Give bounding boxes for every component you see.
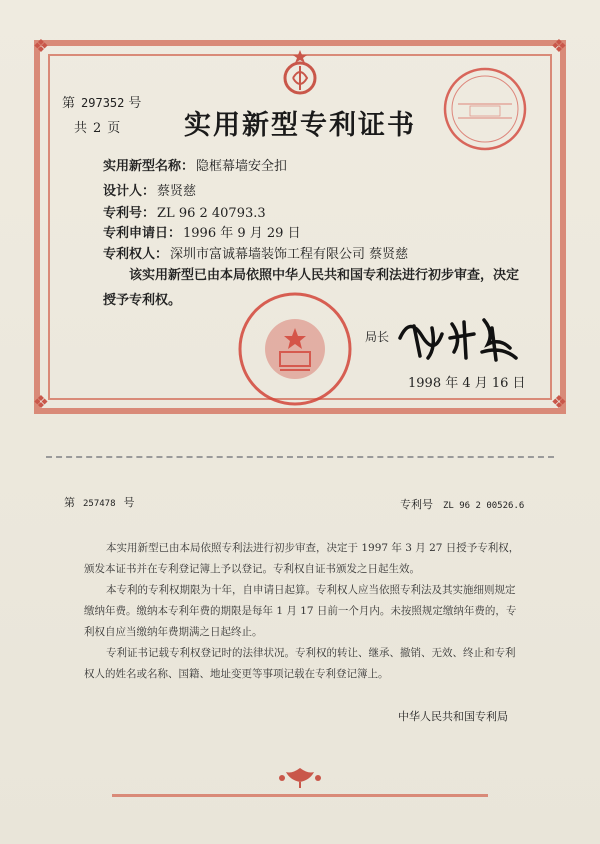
issuing-office: 中华人民共和国专利局 bbox=[398, 710, 508, 723]
page-count-suffix: 页 bbox=[107, 121, 121, 136]
field-value: 隐框幕墙安全扣 bbox=[196, 159, 288, 174]
second-certificate-number bbox=[64, 494, 135, 510]
corner-ornament-icon: ❖ bbox=[32, 36, 50, 57]
bottom-ornament-icon bbox=[276, 764, 324, 790]
corner-ornament-icon: ❖ bbox=[32, 392, 50, 413]
page-count-prefix: 共 bbox=[74, 121, 88, 136]
field-label: 专利申请日： bbox=[103, 226, 182, 241]
field-label: 设计人： bbox=[103, 184, 156, 199]
director-label: 局长 bbox=[365, 330, 390, 344]
field-value: ZL 96 2 40793.3 bbox=[157, 206, 266, 221]
page-count-value: 2 bbox=[93, 121, 102, 136]
official-seal bbox=[236, 290, 354, 408]
corner-ornament-icon: ❖ bbox=[550, 36, 568, 57]
grant-statement: 该实用新型已由本局依照中华人民共和国专利法进行初步审查，决定授予专利权。 bbox=[103, 268, 520, 308]
patent-office-emblem-icon bbox=[268, 46, 332, 96]
paragraph-grant: 本实用新型已由本局依照专利法进行初步审查，决定于 1997 年 3 月 27 日授予专利权，颁发本证书并在专利登记簿上予以登记。专利权自证书颁发之日起生效。 bbox=[84, 542, 520, 575]
field-value: 蔡贤慈 bbox=[157, 184, 197, 199]
grant-date: 1998 年 4 月 16 日 bbox=[408, 376, 526, 391]
second-patent-value: ZL 96 2 00526.6 bbox=[443, 501, 525, 511]
field-utility-model-name bbox=[103, 155, 287, 174]
field-value: 1996 年 9 月 29 日 bbox=[183, 226, 301, 241]
dashed-divider bbox=[46, 456, 554, 458]
field-patent-number bbox=[103, 202, 266, 221]
second-number-prefix: 第 bbox=[64, 496, 75, 509]
certificate-title: 实用新型专利证书 bbox=[184, 110, 416, 141]
certificate-number-prefix: 第 bbox=[62, 96, 76, 111]
field-patentee bbox=[103, 243, 408, 262]
second-number-value: 257478 bbox=[83, 499, 116, 509]
bottom-decorative-line bbox=[112, 794, 488, 797]
field-label: 实用新型名称： bbox=[103, 159, 195, 174]
field-label: 专利权人： bbox=[103, 247, 169, 262]
director-signature bbox=[392, 308, 522, 364]
second-patent-number bbox=[400, 496, 524, 512]
second-number-suffix: 号 bbox=[123, 496, 135, 509]
certificate-number-value: 297352 bbox=[81, 96, 125, 110]
second-patent-label: 专利号 bbox=[400, 498, 433, 511]
field-designer bbox=[103, 180, 196, 199]
field-label: 专利号： bbox=[103, 206, 156, 221]
paragraph-term: 本专利的专利权期限为十年，自申请日起算。专利权人应当依照专利法及其实施细则规定缴纳年费。缴纳本专利年费的期限是每年 1 月 17 日前一个月内。未按照规定缴纳年费的，专利权自应当缴纳年费期满之日起终止。 bbox=[84, 584, 517, 638]
certificate-number-suffix: 号 bbox=[128, 96, 142, 111]
corner-ornament-icon: ❖ bbox=[550, 392, 568, 413]
paragraph-legal-status: 专利证书记载专利权登记时的法律状况。专利权的转让、继承、撤销、无效、终止和专利权人的姓名或名称、国籍、地址变更等事项记载在专利登记簿上。 bbox=[84, 647, 516, 680]
field-value: 深圳市富诚幕墙装饰工程有限公司 蔡贤慈 bbox=[170, 247, 409, 262]
field-application-date bbox=[103, 222, 301, 241]
